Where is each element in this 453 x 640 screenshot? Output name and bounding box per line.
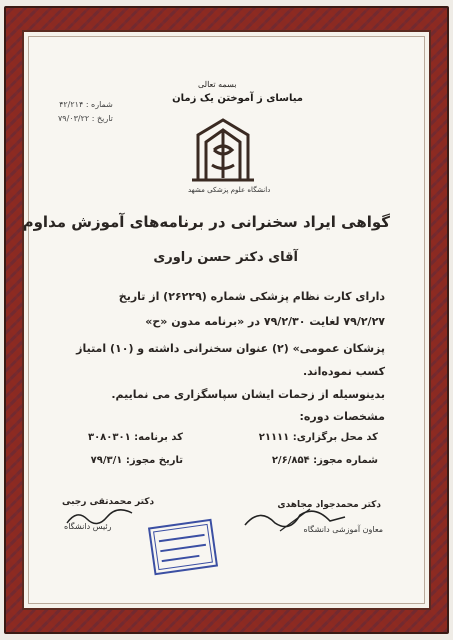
university-logo-icon xyxy=(178,110,268,190)
body-line-1: دارای کارت نظام پزشکی شماره (۲۶۲۲۹) از تاریخ xyxy=(118,290,385,303)
logo-caption: دانشگاه علوم پزشکی مشهد xyxy=(188,186,271,194)
official-stamp-icon xyxy=(148,518,218,576)
reference-date-label: تاریخ : xyxy=(91,114,113,123)
spec-permit-number: شماره مجوز: ۲/۶/۸۵۴ xyxy=(271,455,378,466)
spec-program-code: کد برنامه: ۳۰۸۰۳۰۱ xyxy=(87,432,183,443)
left-signatory-name: دکتر محمدتقی رجبی xyxy=(62,497,155,507)
certificate-title: گواهی ایراد سخنرانی در برنامه‌های آموزش مداوم xyxy=(22,213,390,231)
reference-number-label: شماره : xyxy=(85,100,113,109)
reference-number-value: ۴۲/۲۱۴ xyxy=(59,100,84,109)
reference-date xyxy=(58,112,113,126)
basmala: بسمه تعالی xyxy=(198,80,237,89)
body-line-2: ۷۹/۲/۲۷ لغایت ۷۹/۲/۳۰ در «برنامه مدون «ح» xyxy=(145,315,385,328)
specs-heading: مشخصات دوره: xyxy=(299,410,385,423)
reference-date-value: ۷۹/۰۳/۲۲ xyxy=(58,114,90,123)
right-signatory-title: معاون آموزشی دانشگاه xyxy=(303,525,383,534)
reference-block xyxy=(58,98,113,126)
reference-number xyxy=(58,98,113,112)
spec-permit-date: تاریخ مجوز: ۷۹/۳/۱ xyxy=(90,455,183,466)
spec-issuer-code: کد محل برگزاری: ۲۱۱۱۱ xyxy=(258,432,378,443)
right-signatory-name: دکتر محمدجواد مجاهدی xyxy=(277,500,381,510)
body-line-3: پزشکان عمومی» (۲) عنوان سخنرانی داشته و (۱۰) امتیاز xyxy=(76,342,385,355)
left-signatory-title: رئیس دانشگاه xyxy=(64,522,112,531)
body-line-5: بدینوسیله از زحمات ایشان سپاسگزاری می نماییم. xyxy=(111,388,385,401)
motto: میاسای ز آموختن یک زمان xyxy=(172,93,303,104)
body-line-4: کسب نموده‌اند. xyxy=(302,365,385,378)
honoree-name: آقای دکتر حسن راوری xyxy=(153,250,298,265)
